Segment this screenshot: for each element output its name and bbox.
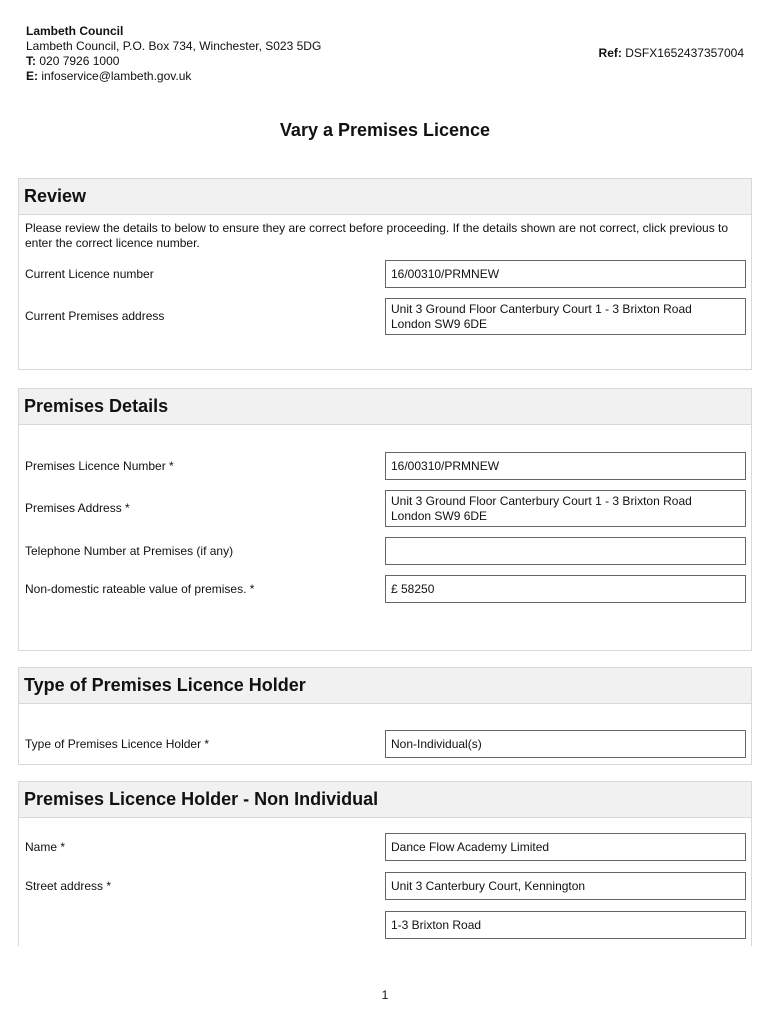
phone-number: 020 7926 1000 <box>39 54 120 68</box>
current-premises-address-field: Unit 3 Ground Floor Canterbury Court 1 - 3 Brixton Road London SW9 6DE <box>385 298 746 335</box>
reference <box>599 46 744 60</box>
ref-number: DSFX1652437357004 <box>625 46 744 60</box>
field-row <box>19 260 753 288</box>
review-intro: Please review the details to below to ensure they are correct before proceeding. If the details shown are not correct, click previous to enter the correct licence number. <box>25 221 729 250</box>
telephone-field <box>385 537 746 565</box>
section-heading: Premises Details <box>24 396 169 416</box>
field-row <box>19 833 753 861</box>
field-label: Street address * <box>25 879 112 893</box>
field-label: Current Premises address <box>25 309 165 323</box>
field-label: Telephone Number at Premises (if any) <box>25 544 234 558</box>
field-row <box>19 452 753 480</box>
org-email <box>26 69 321 84</box>
premises-address-field: Unit 3 Ground Floor Canterbury Court 1 - 3 Brixton Road London SW9 6DE <box>385 490 746 527</box>
ref-label: Ref: <box>598 46 622 60</box>
review-section <box>18 178 752 370</box>
field-label: Type of Premises Licence Holder * <box>25 737 210 751</box>
holder-type-field: Non-Individual(s) <box>385 730 746 758</box>
section-heading: Premises Licence Holder - Non Individual <box>24 789 379 809</box>
rateable-value-field: £ 58250 <box>385 575 746 603</box>
section-heading: Review <box>24 186 87 206</box>
field-row <box>19 911 753 939</box>
field-row <box>19 537 753 565</box>
street-address-line1-field: Unit 3 Canterbury Court, Kennington <box>385 872 746 900</box>
document-title: Vary a Premises Licence <box>279 120 491 140</box>
email-address: infoservice@lambeth.gov.uk <box>41 69 192 83</box>
holder-type-section <box>18 667 752 765</box>
holder-name-field: Dance Flow Academy Limited <box>385 833 746 861</box>
org-name: Lambeth Council <box>26 24 124 38</box>
field-label: Premises Licence Number * <box>25 459 174 473</box>
field-label: Current Licence number <box>25 267 154 281</box>
org-phone <box>26 54 321 69</box>
email-label: E: <box>26 69 38 83</box>
phone-label: T: <box>26 54 36 68</box>
field-row <box>19 575 753 603</box>
premises-licence-number-field: 16/00310/PRMNEW <box>385 452 746 480</box>
organisation-block <box>26 24 321 84</box>
section-heading: Type of Premises Licence Holder <box>24 675 306 695</box>
page-number: 1 <box>381 988 389 1002</box>
street-address-line2-field: 1-3 Brixton Road <box>385 911 746 939</box>
field-label: Non-domestic rateable value of premises. * <box>25 582 255 596</box>
field-row <box>19 872 753 900</box>
field-row <box>19 298 753 335</box>
field-label: Premises Address * <box>25 501 130 515</box>
field-label: Name * <box>25 840 66 854</box>
org-address: Lambeth Council, P.O. Box 734, Winchester, S023 5DG <box>26 39 322 53</box>
current-licence-number-field: 16/00310/PRMNEW <box>385 260 746 288</box>
holder-non-individual-section <box>18 781 752 946</box>
field-row <box>19 730 753 758</box>
field-row <box>19 490 753 527</box>
premises-details-section <box>18 388 752 651</box>
